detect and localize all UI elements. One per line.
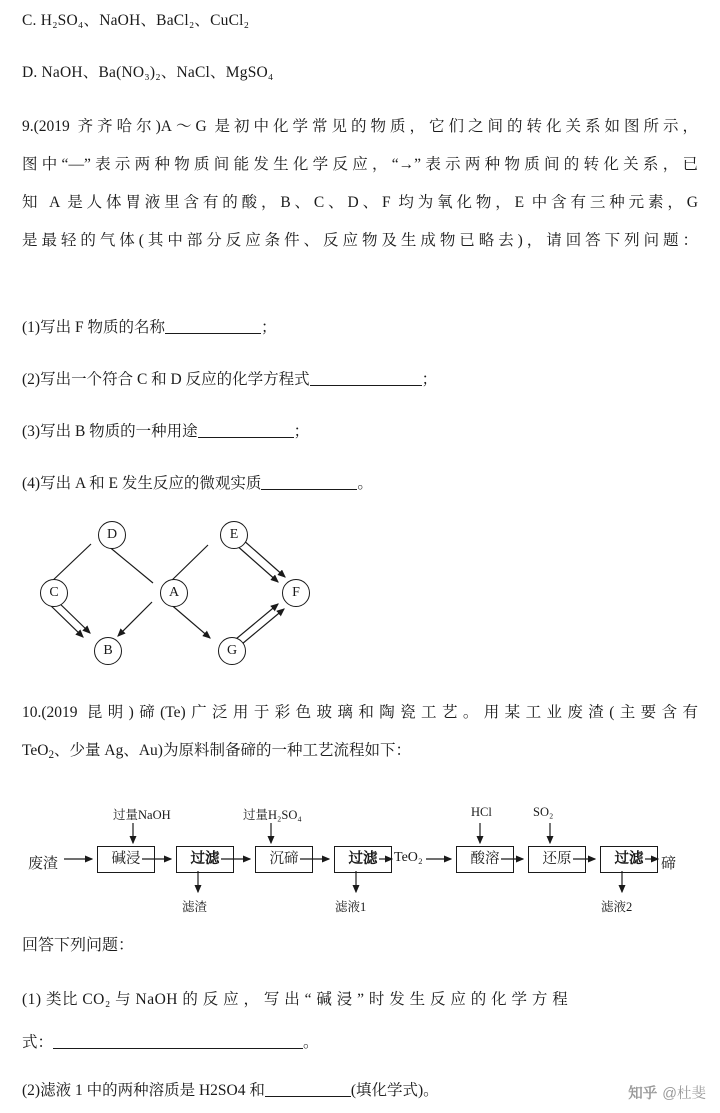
- watermark-username: @杜斐: [662, 1086, 706, 1102]
- q10-sub2-text: (2)滤液 1 中的两种溶质是 H2SO4 和: [22, 1082, 265, 1099]
- diagram-node-g: G: [218, 637, 246, 665]
- q10-sub1-prefix: 式：: [22, 1034, 54, 1051]
- q10-sub-2: [22, 1078, 439, 1100]
- q10-sub-1-line1: [22, 981, 698, 1019]
- q9-sub4-suffix: 。: [357, 475, 373, 492]
- flow-box-acid-dissolve: 酸溶: [456, 846, 514, 873]
- q10-sub1-suffix: 。: [303, 1034, 319, 1051]
- q9-line-4: 是最轻的气体(其中部分反应条件、反应物及生成物已略去)，请回答下列问题：: [22, 232, 698, 249]
- q9-sub4-blank[interactable]: [261, 473, 357, 489]
- flow-bottom-label-residue: 滤渣: [182, 900, 208, 914]
- flow-box-filter-2: 过滤: [334, 846, 392, 873]
- q9-sub3-suffix: ；: [293, 423, 310, 440]
- q10-teo2-sub: 2: [48, 749, 55, 762]
- option-d: D. NaOH、Ba(NO₃)₂、NaCl、MgSO₄: [22, 64, 274, 81]
- process-flowchart: [28, 805, 692, 920]
- option-c: C. H₂SO₄、NaOH、BaCl₂、CuCl₂: [22, 12, 250, 29]
- flow-top-label-naoh: 过量NaOH: [113, 808, 171, 822]
- q10-sub1-text: (1) 类比 CO₂ 与 NaOH 的 反 应 ， 写 出 “ 碱 浸 ” 时 发 生 反 应 的 化 学 方 程: [22, 991, 569, 1008]
- flow-box-filter-3: 过滤: [600, 846, 658, 873]
- q10-sub-1-line2: [22, 1030, 319, 1052]
- flow-box-precipitate: 沉碲: [255, 846, 313, 873]
- q9-sub3-blank[interactable]: [198, 421, 294, 437]
- q9-line-1: 9.(2019 齐齐哈尔)A～G 是初中化学常见的物质，它们之间的转化关系如图所示，: [22, 118, 698, 135]
- zhihu-logo-icon: 知乎: [628, 1086, 658, 1102]
- diagram-node-a: A: [160, 579, 188, 607]
- q9-sub-1: [22, 315, 276, 337]
- q9-sub1-suffix: ；: [260, 319, 277, 336]
- q10-teo2: TeO: [22, 742, 49, 759]
- q9-sub4-text: (4)写出 A 和 E 发生反应的微观实质: [22, 475, 262, 492]
- question-10: [22, 694, 698, 774]
- q9-sub2-suffix: ；: [421, 371, 438, 388]
- q9-sub-4: [22, 471, 373, 493]
- q9-sub3-text: (3)写出 B 物质的一种用途: [22, 423, 198, 440]
- q10-sub1-blank[interactable]: [53, 1032, 303, 1048]
- q9-sub2-blank[interactable]: [310, 369, 422, 385]
- q9-sub-3: [22, 419, 309, 441]
- q9-sub2-text: (2)写出一个符合 C 和 D 反应的化学方程式: [22, 371, 310, 388]
- diagram-node-c: C: [40, 579, 68, 607]
- q9-line-3: 知 A 是人体胃液里含有的酸，B、C、D、F 均为氧化物，E 中含有三种元素，G: [22, 194, 698, 211]
- diagram-node-e: E: [220, 521, 248, 549]
- question-9: [22, 108, 698, 260]
- q9-sub1-blank[interactable]: [165, 317, 261, 333]
- q9-sub1-text: (1)写出 F 物质的名称: [22, 319, 165, 336]
- flow-box-filter-1: 过滤: [176, 846, 234, 873]
- q10-line-2: [22, 732, 698, 774]
- flow-bottom-label-filtrate-2: 滤液2: [601, 900, 633, 914]
- substance-relationship-diagram: [20, 512, 340, 687]
- flowchart-arrows: [28, 805, 692, 920]
- flow-top-label-h2so4: 过量H₂SO₄: [243, 808, 302, 822]
- flow-box-reduce: 还原: [528, 846, 586, 873]
- q9-sub-2: [22, 367, 437, 389]
- flow-bottom-label-filtrate-1: 滤液1: [335, 900, 367, 914]
- diagram-node-b: B: [94, 637, 122, 665]
- flow-mid-label-teo2: TeO₂: [394, 850, 423, 865]
- q10-line2-rest: 、少量 Ag、Au)为原料制备碲的一种工艺流程如下：: [54, 742, 411, 759]
- q9-line-2: 图中“—”表示两种物质间能发生化学反应，“→”表示两种物质间的转化关系，已: [22, 156, 698, 173]
- flow-end-label: 碲: [661, 856, 677, 872]
- watermark: [628, 1082, 706, 1103]
- q10-sub2-blank[interactable]: [265, 1080, 351, 1096]
- q10-line-1: 10.(2019 昆明)碲(Te)广泛用于彩色玻璃和陶瓷工艺。用某工业废渣(主要含有: [22, 704, 698, 721]
- q10-sub2-suffix: (填化学式)。: [350, 1082, 439, 1099]
- flow-box-alkali-leach: 碱浸: [97, 846, 155, 873]
- q10-answer-prompt: 回答下列问题：: [22, 937, 135, 954]
- flow-top-label-so2: SO₂: [533, 805, 554, 819]
- flow-start-label: 废渣: [28, 856, 59, 872]
- diagram-node-f: F: [282, 579, 310, 607]
- flow-top-label-hcl: HCl: [471, 805, 492, 819]
- diagram-node-d: D: [98, 521, 126, 549]
